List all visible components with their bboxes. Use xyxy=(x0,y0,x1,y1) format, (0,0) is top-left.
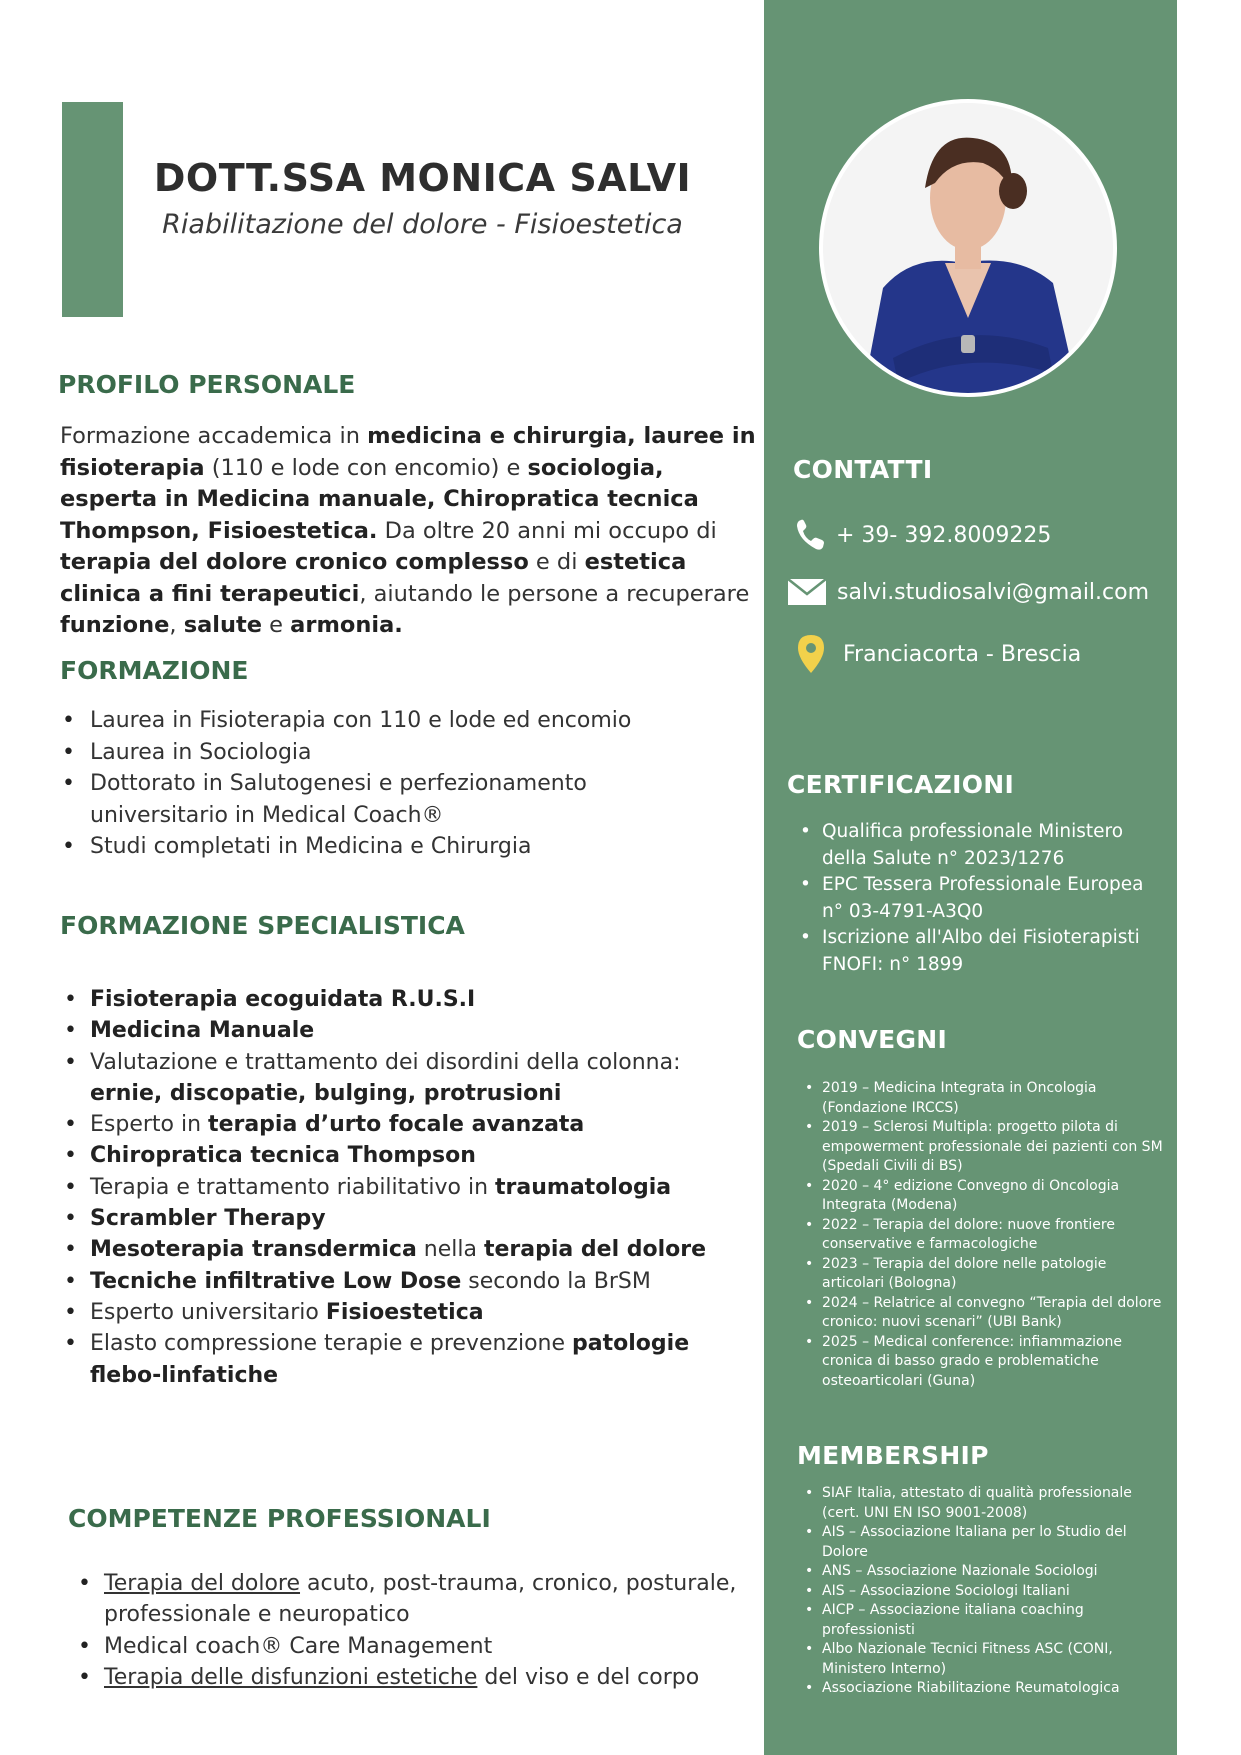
list-item: • ANS – Associazione Nazionale Sociologi xyxy=(805,1562,1165,1582)
profile-segment: terapia del dolore cronico complesso xyxy=(60,549,529,575)
competenze-heading: COMPETENZE PROFESSIONALI xyxy=(68,1504,491,1533)
specialistica-list xyxy=(62,984,752,1391)
contact-email-row xyxy=(785,578,1149,606)
list-item-text: patologie flebo-linfatiche xyxy=(90,1331,690,1388)
contact-location: Franciacorta - Brescia xyxy=(843,641,1082,667)
list-item xyxy=(62,984,752,1015)
list-item xyxy=(76,1631,766,1662)
page-title: DOTT.SSA MONICA SALVI xyxy=(153,156,692,200)
contact-location-row xyxy=(791,634,1081,674)
list-item: • Iscrizione all'Albo dei Fisioterapisti FNOFI: n° 1899 xyxy=(800,925,1170,978)
list-item-text: Terapia e trattamento riabilitativo in xyxy=(90,1174,496,1200)
list-item: • Studi completati in Medicina e Chirurgia xyxy=(62,831,742,863)
profile-segment: (110 e lode con encomio) e xyxy=(204,454,528,481)
list-item: • Qualifica professionale Ministero della Salute n° 2023/1276 xyxy=(800,819,1170,872)
list-item xyxy=(62,1234,752,1265)
list-item-text: Valutazione e trattamento dei disordini della colonna: xyxy=(90,1049,681,1075)
list-item: • 2020 – 4° edizione Convegno di Oncologia Integrata (Modena) xyxy=(805,1177,1165,1216)
phone-icon xyxy=(790,518,830,552)
list-item xyxy=(62,1172,752,1203)
list-item: • 2019 – Sclerosi Multipla: progetto pilota di empowerment professionale dei pazienti con SM (Spedali Civili di BS) xyxy=(805,1118,1165,1177)
profile-segment: armonia. xyxy=(290,612,403,638)
convegni-heading: CONVEGNI xyxy=(797,1025,948,1054)
contatti-heading: CONTATTI xyxy=(793,455,933,484)
formazione-list xyxy=(62,705,742,863)
profile-segment: funzione xyxy=(60,612,170,638)
list-item-text: Esperto in xyxy=(90,1112,209,1138)
list-item xyxy=(76,1568,766,1631)
profile-heading: PROFILO PERSONALE xyxy=(58,370,356,399)
list-item xyxy=(76,1662,766,1693)
profile-segment: salute xyxy=(183,612,263,638)
membership-list xyxy=(805,1484,1165,1699)
list-item: • Laurea in Fisioterapia con 110 e lode ed encomio xyxy=(62,705,742,737)
list-item: • AIS – Associazione Italiana per lo Studio del Dolore xyxy=(805,1523,1165,1562)
list-item xyxy=(62,1266,752,1297)
list-item: • Laurea in Sociologia xyxy=(62,737,742,769)
list-item-text: nella xyxy=(416,1237,484,1263)
convegni-list xyxy=(805,1079,1165,1391)
profile-segment: Formazione accademica in xyxy=(60,423,368,449)
list-item-text: traumatologia xyxy=(495,1174,672,1200)
list-item: • 2024 – Relatrice al convegno “Terapia del dolore cronico: nuovi scenari” (UBI Bank) xyxy=(805,1294,1165,1333)
profile-segment: , aiutando le persone a recuperare xyxy=(359,580,750,607)
list-item xyxy=(62,1203,752,1234)
list-item-text: Fisioestetica xyxy=(325,1299,484,1325)
certificazioni-heading: CERTIFICAZIONI xyxy=(787,770,1015,799)
specialistica-heading: FORMAZIONE SPECIALISTICA xyxy=(60,911,465,940)
profile-segment: sociologia, esperta in Medicina manuale, Chiropratica tecnica Thompson, Fisioestetica. xyxy=(60,454,699,544)
profile-segment: Da oltre 20 anni mi occupo di xyxy=(377,517,717,544)
list-item-text: terapia del dolore xyxy=(483,1237,707,1263)
list-item: • AICP – Associazione italiana coaching professionisti xyxy=(805,1601,1165,1640)
profile-segment: medicina e chirurgia, lauree in fisioterapia xyxy=(60,423,756,481)
list-item-text: Fisioterapia ecoguidata R.U.S.I xyxy=(90,987,476,1012)
list-item xyxy=(62,1297,752,1328)
list-item-text: terapia d’urto focale avanzata xyxy=(208,1112,585,1138)
list-item-text: secondo la BrSM xyxy=(461,1268,651,1294)
list-item xyxy=(62,1328,752,1391)
profile-photo xyxy=(819,99,1117,397)
contact-phone-row xyxy=(790,518,1051,552)
profile-segment: estetica clinica a fini terapeutici xyxy=(60,549,687,607)
profile-segment: e xyxy=(262,612,291,638)
list-item xyxy=(62,1109,752,1140)
list-item: • 2023 – Terapia del dolore nelle patologie articolari (Bologna) xyxy=(805,1255,1165,1294)
profile-segment: , xyxy=(169,612,184,638)
list-item-text: Tecniche infiltrative Low Dose xyxy=(90,1268,462,1294)
list-item: • Dottorato in Salutogenesi e perfezionamento xyxy=(62,768,742,800)
formazione-heading: FORMAZIONE xyxy=(60,656,249,685)
underlined-text: Terapia del dolore xyxy=(104,1571,301,1596)
page-subtitle: Riabilitazione del dolore - Fisioestetica xyxy=(162,209,683,240)
list-item-text: Scrambler Therapy xyxy=(90,1206,326,1232)
profile-text xyxy=(60,421,760,642)
list-item xyxy=(62,1140,752,1171)
list-item: • 2019 – Medicina Integrata in Oncologia (Fondazione IRCCS) xyxy=(805,1079,1165,1118)
list-item-continuation: universitario in Medical Coach® xyxy=(90,802,444,828)
list-item-text: Medicina Manuale xyxy=(90,1018,315,1044)
certificazioni-list xyxy=(800,819,1170,978)
list-item-text: Medical coach® Care Management xyxy=(104,1633,493,1659)
list-item-text: Elasto compressione terapie e prevenzione xyxy=(90,1331,573,1357)
list-item: • Associazione Riabilitazione Reumatologica xyxy=(805,1679,1165,1699)
list-item-text: Chiropratica tecnica Thompson xyxy=(90,1143,476,1169)
list-item: • EPC Tessera Professionale Europea n° 03-4791-A3Q0 xyxy=(800,872,1170,925)
location-pin-icon xyxy=(791,634,831,674)
mail-icon xyxy=(785,578,829,606)
list-item xyxy=(62,1047,752,1110)
list-item: • 2022 – Terapia del dolore: nuove frontiere conservative e farmacologiche xyxy=(805,1216,1165,1255)
list-item: • 2025 – Medical conference: infiammazione cronica di basso grado e problematiche osteoarticolari (Guna) xyxy=(805,1333,1165,1392)
list-item-text: del viso e del corpo xyxy=(477,1664,700,1690)
membership-heading: MEMBERSHIP xyxy=(797,1441,989,1470)
list-item-text: acuto, post-trauma, cronico, posturale, professionale e neuropatico xyxy=(104,1571,737,1628)
list-item: • SIAF Italia, attestato di qualità professionale (cert. UNI EN ISO 9001-2008) xyxy=(805,1484,1165,1523)
portrait-illustration xyxy=(823,103,1113,393)
list-item-text: Esperto universitario xyxy=(90,1299,326,1325)
contact-phone[interactable]: + 39- 392.8009225 xyxy=(836,522,1052,548)
underlined-text: Terapia delle disfunzioni estetiche xyxy=(104,1664,478,1690)
list-item-text: ernie, discopatie, bulging, protrusioni xyxy=(90,1080,562,1106)
list-item: • Albo Nazionale Tecnici Fitness ASC (CONI, Ministero Interno) xyxy=(805,1640,1165,1679)
list-item-text: Mesoterapia transdermica xyxy=(90,1237,417,1263)
competenze-list xyxy=(76,1568,766,1693)
contact-email[interactable]: salvi.studiosalvi@gmail.com xyxy=(837,579,1150,605)
list-item: • AIS – Associazione Sociologi Italiani xyxy=(805,1582,1165,1602)
profile-segment: e di xyxy=(528,549,585,575)
list-item xyxy=(62,1015,752,1046)
